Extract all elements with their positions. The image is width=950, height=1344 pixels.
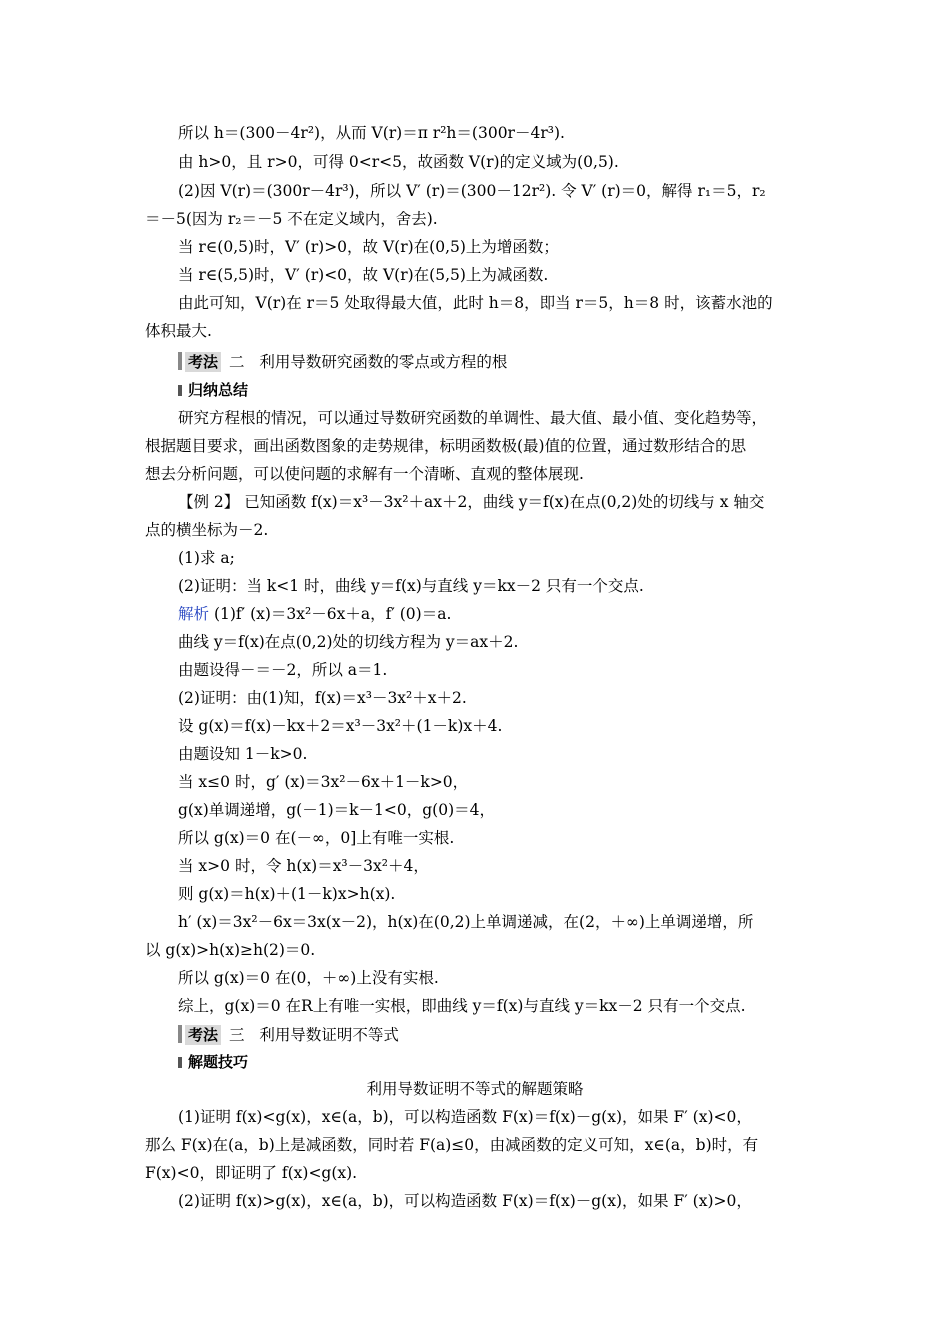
example-line: 点的横坐标为－2. <box>145 521 269 539</box>
subheading-label: 解题技巧 <box>188 1053 249 1071</box>
text-line: F(x)<0，即证明了 f(x)<g(x). <box>145 1164 358 1182</box>
text-line: 由题设得－＝－2，所以 a＝1. <box>178 661 388 679</box>
section-bar-icon <box>178 1025 182 1043</box>
text-line: 研究方程根的情况，可以通过导数研究函数的单调性、最大值、最小值、变化趋势等， <box>178 409 768 427</box>
square-bullet-icon <box>178 385 182 396</box>
text-line: ＝－5(因为 r₂＝－5 不在定义域内，舍去). <box>145 210 438 228</box>
text-line: 根据题目要求，画出函数图象的走势规律，标明函数极(最)值的位置，通过数形结合的思 <box>145 437 747 455</box>
section-tag: 考法 <box>185 1025 221 1045</box>
section-number: 二 <box>229 353 245 371</box>
subheading <box>178 1052 248 1072</box>
text-line: 曲线 y＝f(x)在点(0,2)处的切线方程为 y＝ax＋2. <box>178 633 519 651</box>
section-title: 利用导数证明不等式 <box>259 1026 399 1044</box>
text-line: 想去分析问题，可以使问题的求解有一个清晰、直观的整体展现. <box>145 465 584 483</box>
question-2: (2)证明：当 k<1 时，曲线 y＝f(x)与直线 y＝kx－2 只有一个交点. <box>178 577 644 595</box>
solution-line <box>178 604 451 624</box>
text-line: 综上，g(x)＝0 在R上有唯一实根，即曲线 y＝f(x)与直线 y＝kx－2 只有一个交点. <box>178 997 746 1015</box>
question-1: (1)求 a; <box>178 549 235 567</box>
section-heading <box>178 1025 399 1045</box>
text-line: 当 x>0 时，令 h(x)＝x³－3x²＋4， <box>178 857 429 875</box>
text-line: (1)证明 f(x)<g(x)，x∈(a，b)，可以构造函数 F(x)＝f(x)－g(x)，如果 F′ (x)<0， <box>178 1108 752 1126</box>
text-line: 当 x≤0 时，g′ (x)＝3x²－6x＋1－k>0， <box>178 773 469 791</box>
section-number: 三 <box>229 1026 245 1044</box>
text-line: 所以 g(x)＝0 在(0，＋∞)上没有实根. <box>178 969 439 987</box>
section-heading <box>178 352 507 372</box>
text-line: 体积最大. <box>145 322 212 340</box>
subheading-label: 归纳总结 <box>188 381 249 399</box>
text-line: (2)证明：由(1)知，f(x)＝x³－3x²＋x＋2. <box>178 689 467 707</box>
text-line: 所以 g(x)＝0 在(－∞，0]上有唯一实根. <box>178 829 455 847</box>
solution-text: (1)f′ (x)＝3x²－6x＋a，f′ (0)＝a. <box>209 605 452 623</box>
solution-label: 解析 <box>178 605 210 623</box>
text-line: g(x)单调递增，g(－1)＝k－1<0，g(0)＝4， <box>178 801 495 819</box>
text-line: 由题设知 1－k>0. <box>178 745 308 763</box>
text-line: (2)因 V(r)＝(300r－4r³)，所以 V′ (r)＝(300－12r²). 令 V′ (r)＝0，解得 r₁＝5，r₂ <box>178 182 766 200</box>
text-line: 以 g(x)>h(x)≥h(2)＝0. <box>145 941 316 959</box>
square-bullet-icon <box>178 1057 182 1068</box>
subheading <box>178 380 248 400</box>
section-title: 利用导数研究函数的零点或方程的根 <box>259 353 508 371</box>
text-line: 当 r∈(5,5)时，V′ (r)<0，故 V(r)在(5,5)上为减函数. <box>178 266 549 284</box>
text-line: 当 r∈(0,5)时，V′ (r)>0，故 V(r)在(0,5)上为增函数； <box>178 238 559 256</box>
text-line: 那么 F(x)在(a，b)上是减函数，同时若 F(a)≤0，由减函数的定义可知，x∈(a，b)时，有 <box>145 1136 759 1154</box>
example-line: 【例 2】 已知函数 f(x)＝x³－3x²＋ax＋2，曲线 y＝f(x)在点(0,2)处的切线与 x 轴交 <box>178 493 765 511</box>
text-line: 设 g(x)＝f(x)－kx＋2＝x³－3x²＋(1－k)x＋4. <box>178 717 503 735</box>
text-line: h′ (x)＝3x²－6x＝3x(x－2)，h(x)在(0,2)上单调递减，在(2，＋∞)上单调递增，所 <box>178 913 754 931</box>
text-line: 由 h>0，且 r>0，可得 0<r<5，故函数 V(r)的定义域为(0,5). <box>178 153 619 171</box>
centered-heading: 利用导数证明不等式的解题策略 <box>366 1080 584 1098</box>
text-line: 则 g(x)＝h(x)＋(1－k)x>h(x). <box>178 885 396 903</box>
section-tag: 考法 <box>185 352 221 372</box>
text-line: 所以 h＝(300－4r²)，从而 V(r)＝π r²h＝(300r－4r³). <box>178 124 565 142</box>
text-line: (2)证明 f(x)>g(x)，x∈(a，b)，可以构造函数 F(x)＝f(x)－g(x)，如果 F′ (x)>0， <box>178 1192 752 1210</box>
section-bar-icon <box>178 352 182 370</box>
text-line: 由此可知，V(r)在 r＝5 处取得最大值，此时 h＝8，即当 r＝5，h＝8 时，该蓄水池的 <box>178 294 773 312</box>
